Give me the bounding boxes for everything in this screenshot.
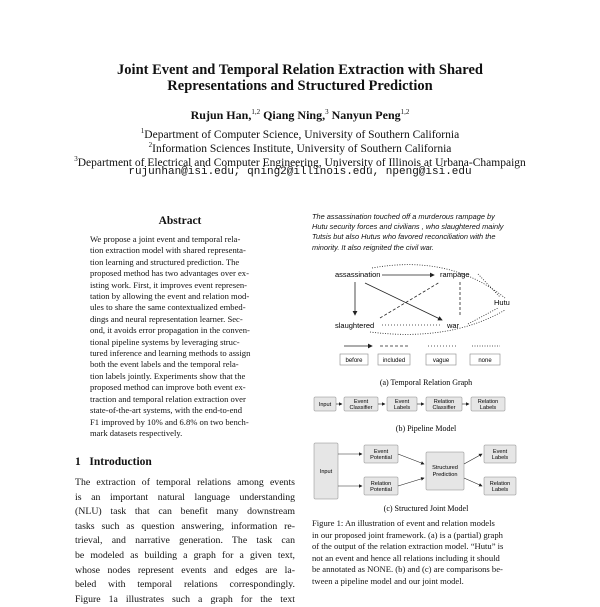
caption-line: of the output of the relation extraction model. “Hutu” is	[312, 541, 504, 552]
joint-event-labels-l2: Labels	[491, 455, 509, 461]
joint-arrow	[464, 454, 482, 464]
joint-structured-prediction-l2: Prediction	[432, 472, 458, 478]
figure-example-text	[312, 212, 537, 253]
caption-line: not an event and hence all relations including it should	[312, 552, 500, 563]
abstract-line: dings and neural representation learner. Sec-	[90, 313, 243, 324]
abstract-line: tional pipeline systems by leveraging struc-	[90, 336, 240, 347]
joint-structured-prediction-l1: Structured	[432, 465, 458, 471]
intro-line: trieval, and narrative generation. The task can	[75, 535, 295, 547]
joint-event-labels-l1: Event	[492, 449, 508, 455]
intro-line: is an important natural language understanding	[75, 491, 295, 503]
affiliation-1-sup: 1	[140, 127, 145, 135]
joint-event-potential-l1: Event	[373, 449, 389, 455]
affiliation-2-text: Information Sciences Institute, University of Southern California	[152, 142, 452, 155]
section-title: Introduction	[89, 456, 152, 468]
node-rampage: rampage	[440, 270, 470, 279]
caption-line: tween a pipeline model and our joint model.	[312, 575, 464, 586]
intro-line: The extraction of temporal relations among events	[75, 477, 295, 488]
introduction-body	[75, 476, 295, 607]
section-number: 1	[75, 456, 81, 468]
edge-assassination-war	[365, 283, 442, 320]
author-emails: rujunhan@isi.edu, qning2@illinois.edu, npeng@isi.edu	[128, 166, 472, 178]
abstract-line: ules to share the same contextualized embed-	[90, 302, 246, 313]
temporal-relation-graph	[335, 265, 510, 387]
abstract-line: state-of-the-art systems, with the end-to-end	[90, 405, 243, 416]
intro-line: Figure 1a illustrates such a graph for the text	[75, 593, 295, 605]
quote-line: Tutsis but also Hutus who favored reconciliation with the	[312, 232, 496, 242]
legend-none: none	[478, 358, 492, 364]
abstract-line: tion labels jointly. Experiments show that the	[90, 370, 246, 381]
joint-relation-labels-l1: Relation	[489, 481, 511, 487]
abstract-line: traction and temporal relation extraction over	[90, 393, 246, 404]
abstract-line: proposed method has two advantages over ex-	[90, 268, 249, 279]
abstract-line: tion learning and structured prediction. The	[90, 256, 240, 267]
author-1-affil: 1,2	[251, 108, 261, 116]
caption-line: in our proposed joint framework. (a) is a (partial) graph	[312, 529, 503, 540]
legend-before: before	[345, 358, 363, 364]
structured-joint-model	[314, 443, 516, 513]
joint-arrow	[464, 478, 482, 486]
pipeline-relation-classifier-l2: Classifier	[432, 405, 456, 411]
pipeline-input: Input	[318, 402, 332, 408]
node-assassination: assassination	[335, 270, 381, 279]
intro-line: whose nodes represent events and edges are la-	[75, 564, 295, 576]
joint-relation-potential-l2: Potential	[370, 487, 392, 493]
author-3: Nanyun Peng	[331, 108, 401, 122]
pipeline-event-labels-l1: Event	[394, 399, 410, 405]
author-1: Rujun Han,	[190, 108, 252, 122]
abstract-heading: Abstract	[158, 215, 202, 227]
pipeline-relation-classifier-l1: Relation	[433, 399, 455, 405]
intro-line: beled with temporal relations correspondingly.	[75, 579, 295, 591]
intro-line: tasks such as question answering, information re-	[75, 520, 295, 532]
paper-title	[0, 62, 600, 94]
joint-input: Input	[319, 469, 333, 475]
pipeline-model	[314, 397, 505, 433]
joint-arrow	[398, 478, 424, 486]
joint-arrow	[398, 454, 424, 464]
abstract-line: proposed method can improve both event ex-	[90, 382, 246, 393]
abstract-line: tured inference and learning methods to assign	[90, 348, 251, 359]
quote-line: Hutu security forces and civilians , who slaughtered mainly	[312, 222, 504, 232]
figure-1-caption	[312, 518, 534, 588]
section-heading-introduction	[75, 456, 152, 468]
affiliation-2-sup: 2	[148, 141, 153, 149]
edge-slaughtered-rampage	[380, 282, 440, 318]
node-hutu: Hutu	[494, 298, 510, 307]
caption-b: (b) Pipeline Model	[395, 424, 457, 433]
abstract-line: isting work. First, it improves event represen-	[90, 279, 248, 290]
pipeline-event-labels-l2: Labels	[393, 405, 411, 411]
author-2-affil: 3	[325, 108, 329, 116]
affiliation-3-text: Department of Electrical and Computer Engineering, University of Illinois at Urbana-Champaign	[77, 156, 526, 169]
node-war: war	[447, 321, 460, 330]
abstract-body	[90, 234, 273, 439]
edge-slaughtered-hutu	[370, 310, 505, 334]
caption-c: (c) Structured Joint Model	[383, 504, 469, 513]
abstract-line: tation by allowing the event and relation mod-	[90, 291, 250, 302]
intro-line: be modeled as building a graph for a given text,	[75, 549, 295, 561]
quote-line: The assassination touched off a murderous rampage by	[312, 212, 495, 221]
joint-relation-labels-l2: Labels	[491, 487, 509, 493]
abstract-line: both the event labels and the temporal rela-	[90, 359, 239, 370]
author-list	[0, 108, 600, 123]
affiliation-3-sup: 3	[74, 155, 78, 163]
abstract-line: mark datasets respectively.	[90, 427, 183, 438]
caption-a: (a) Temporal Relation Graph	[379, 378, 473, 387]
legend-included: included	[382, 358, 406, 364]
affiliation-1-text: Department of Computer Science, University of Southern California	[144, 128, 460, 141]
pipeline-event-classifier-l2: Classifier	[349, 405, 373, 411]
title-line-1: Joint Event and Temporal Relation Extraction with Shared	[117, 62, 483, 78]
edge-rampage-hutu	[478, 274, 500, 297]
abstract-line: F1 improved by 10% and 6.8% on two bench-	[90, 416, 249, 427]
joint-event-potential-l2: Potential	[370, 455, 392, 461]
figure-1-diagram	[300, 250, 550, 515]
node-slaughtered: slaughtered	[335, 321, 375, 330]
abstract-line: We propose a joint event and temporal rela-	[90, 234, 241, 244]
abstract-line: ond, it avoids error propagation in the conven-	[90, 325, 250, 336]
pipeline-event-classifier-l1: Event	[353, 399, 369, 405]
pipeline-relation-labels-l1: Relation	[477, 399, 499, 405]
pipeline-relation-labels-l2: Labels	[479, 405, 497, 411]
caption-line: Figure 1: An illustration of event and relation models	[312, 518, 495, 528]
author-3-affil: 1,2	[400, 108, 410, 116]
legend-vague: vague	[432, 358, 450, 364]
caption-line: be annotated as NONE. (b) and (c) are comparisons be-	[312, 564, 503, 575]
edge-war-hutu	[468, 308, 498, 324]
author-2: Qiang Ning,	[263, 108, 326, 122]
title-line-2: Representations and Structured Prediction	[167, 78, 433, 94]
joint-structured-prediction-box	[426, 452, 464, 490]
intro-line: (NLU) task that can benefit many downstream	[75, 506, 295, 518]
quote-line: minority. It also reignited the civil war.	[312, 242, 434, 252]
joint-relation-potential-l1: Relation	[370, 481, 392, 487]
abstract-line: tion extraction model with shared representa-	[90, 245, 246, 256]
